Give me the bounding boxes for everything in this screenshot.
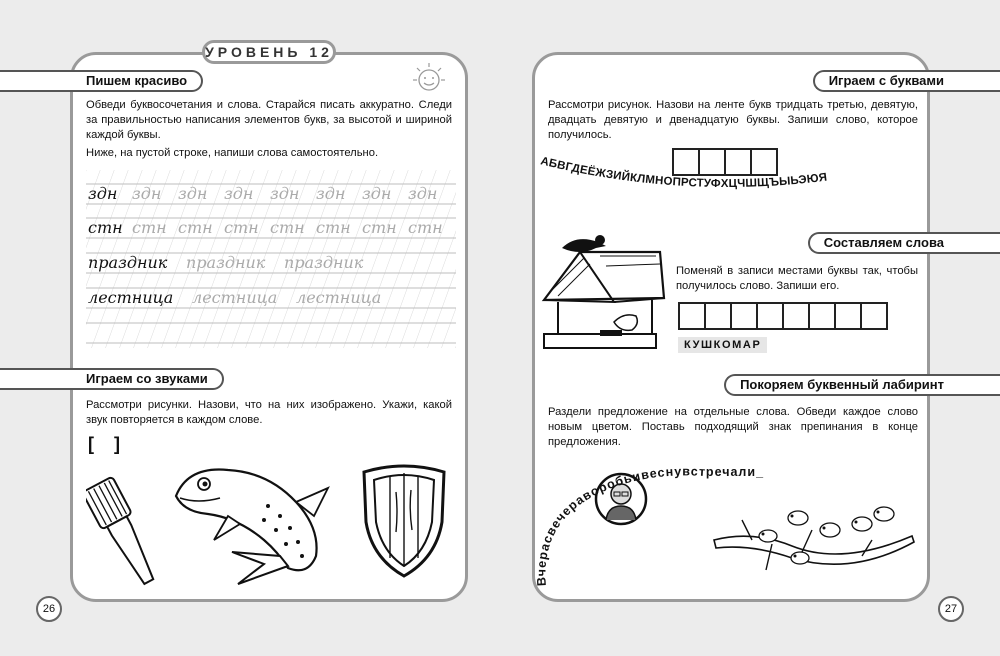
alphabet-text: АБВГДЕЁЖЗИЙКЛМНОПРСТУФХЦЧШЩЪЫЬЭЮЯ bbox=[539, 155, 828, 191]
answer-cell[interactable] bbox=[678, 302, 706, 330]
cursive-trace: стн bbox=[270, 218, 305, 237]
cursive-model: лестница bbox=[88, 288, 174, 307]
section-title-letters: Играем с буквами bbox=[813, 70, 1000, 92]
cursive-model: здн bbox=[88, 184, 118, 203]
birds-on-branch-icon bbox=[712, 500, 918, 584]
instruction-compose: Поменяй в записи местами буквы так, чтобы получилось слово. Запиши его. bbox=[676, 265, 918, 292]
instruction-write-nicely: Обведи буквосочетания и слова. Старайся писать аккуратно. Следи за правильностью написания элементов букв, за высотой и шириной каждой буквы. bbox=[86, 99, 452, 141]
cursive-trace: стн bbox=[224, 218, 259, 237]
instruction-letters: Рассмотри рисунок. Назови на ленте букв тридцать третью, девятую, двадцать девятую и двенадцатую буквы. Запиши слово, которое получилось. bbox=[548, 99, 918, 141]
cursive-trace: стн bbox=[316, 218, 351, 237]
cursive-trace: здн bbox=[408, 184, 438, 203]
answer-cell[interactable] bbox=[730, 302, 758, 330]
cursive-row-1 bbox=[88, 184, 458, 208]
instruction-maze: Раздели предложение на отдельные слова. Обведи каждое слово новым цветом. Поставь подходящий знак препинания в конце предложения. bbox=[548, 406, 918, 448]
cursive-model: праздник bbox=[88, 253, 168, 272]
level-badge: УРОВЕНЬ 12 bbox=[202, 40, 336, 64]
cursive-trace: стн bbox=[408, 218, 443, 237]
instruction-write-alone: Ниже, на пустой строке, напиши слова самостоятельно. bbox=[86, 147, 379, 159]
cursive-trace: лестница bbox=[296, 288, 382, 307]
cursive-trace: здн bbox=[362, 184, 392, 203]
maze-text: Вчерасвечераворобьивеснувстречали_ bbox=[534, 464, 765, 587]
page-number-left: 26 bbox=[36, 596, 62, 622]
page-number-right: 27 bbox=[938, 596, 964, 622]
cursive-trace: здн bbox=[316, 184, 346, 203]
alphabet-ribbon bbox=[534, 140, 924, 220]
answer-cell[interactable] bbox=[808, 302, 836, 330]
svg-text:АБВГДЕЁЖЗИЙКЛМНОПРСТУФХЦЧШЩЪЫЬ bbox=[539, 155, 828, 190]
sun-icon bbox=[404, 60, 454, 96]
section-title-compose: Составляем слова bbox=[808, 232, 1000, 254]
pike-fish-icon bbox=[168, 456, 344, 586]
section-title-write-nicely: Пишем красиво bbox=[0, 70, 203, 92]
cursive-trace: здн bbox=[178, 184, 208, 203]
cursive-trace: стн bbox=[132, 218, 167, 237]
cursive-row-2 bbox=[88, 218, 458, 242]
cursive-trace: стн bbox=[178, 218, 213, 237]
answer-cell[interactable] bbox=[782, 302, 810, 330]
bird-feeder-icon bbox=[540, 230, 670, 356]
cursive-trace: стн bbox=[362, 218, 397, 237]
instruction-sounds: Рассмотри рисунки. Назови, что на них изображено. Укажи, какой звук повторяется в каждом слове. bbox=[86, 399, 452, 426]
cursive-row-4 bbox=[88, 288, 458, 312]
cursive-row-3 bbox=[88, 253, 458, 277]
cursive-trace: здн bbox=[132, 184, 162, 203]
answer-cell[interactable] bbox=[834, 302, 862, 330]
section-title-sounds: Играем со звуками bbox=[0, 368, 224, 390]
sound-brackets: [ ] bbox=[88, 434, 120, 454]
cursive-trace: праздник bbox=[284, 253, 364, 272]
cursive-trace: лестница bbox=[192, 288, 278, 307]
scrambled-word: КУШКОМАР bbox=[678, 337, 767, 353]
cursive-trace: здн bbox=[270, 184, 300, 203]
answer-cell[interactable] bbox=[704, 302, 732, 330]
section-title-maze: Покоряем буквенный лабиринт bbox=[724, 374, 1000, 396]
shield-icon bbox=[354, 462, 454, 580]
answer-cell[interactable] bbox=[860, 302, 888, 330]
toothbrush-icon bbox=[86, 468, 166, 586]
answer-cells-compose bbox=[678, 302, 886, 330]
answer-cell[interactable] bbox=[756, 302, 784, 330]
cursive-trace: здн bbox=[224, 184, 254, 203]
cursive-trace: праздник bbox=[186, 253, 266, 272]
cursive-model: стн bbox=[88, 218, 123, 237]
